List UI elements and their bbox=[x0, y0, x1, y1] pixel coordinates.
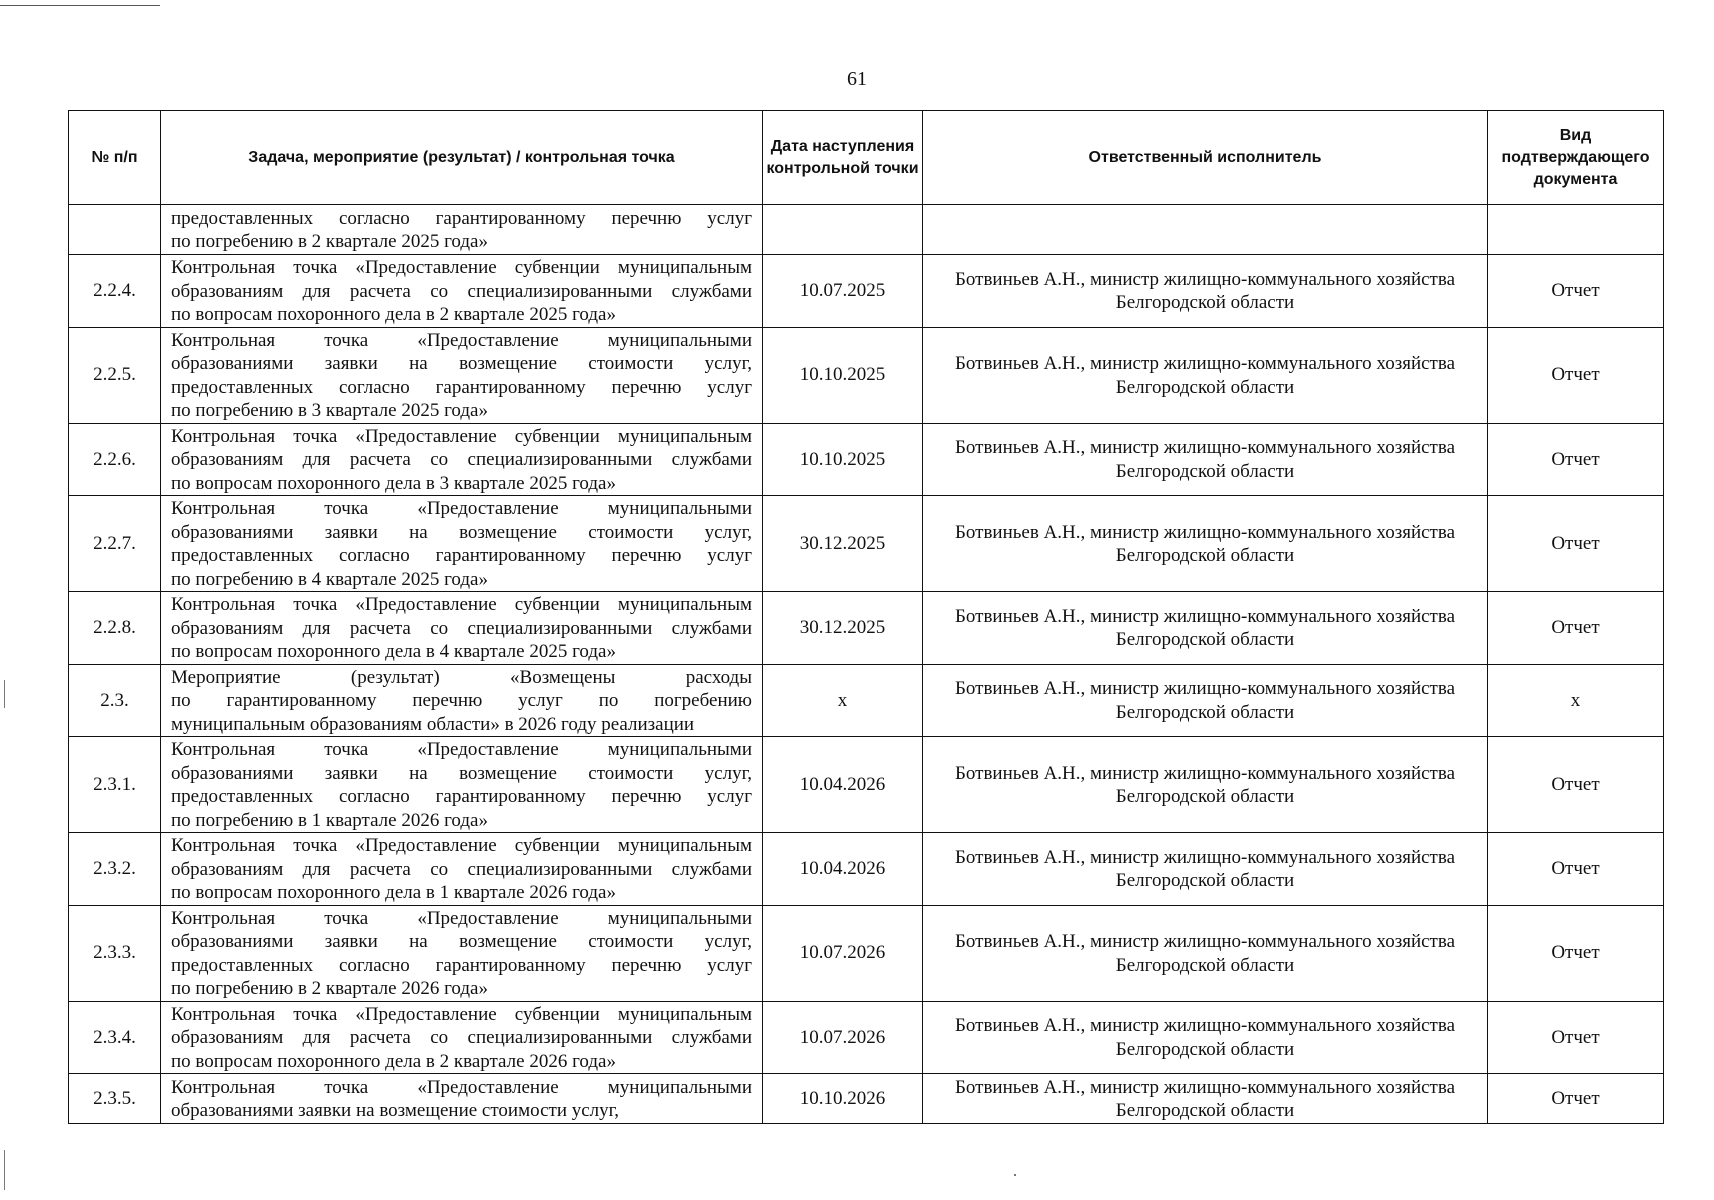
control-date: 10.10.2025 bbox=[763, 327, 923, 423]
table-row bbox=[69, 905, 1664, 1001]
document-type: Отчет bbox=[1488, 327, 1664, 423]
task-line: Мероприятие (результат) «Возмещены расходы bbox=[171, 666, 752, 688]
task-line: образованиями заявки на возмещение стоимости услуг, bbox=[171, 931, 752, 952]
control-date: 10.04.2026 bbox=[763, 737, 923, 833]
responsible-cell bbox=[923, 205, 1488, 255]
document-type bbox=[1488, 205, 1664, 255]
row-number: 2.2.8. bbox=[69, 592, 161, 665]
document-type: Отчет bbox=[1488, 1074, 1664, 1124]
document-type: Отчет bbox=[1488, 1001, 1664, 1074]
responsible-line: Белгородской области bbox=[1115, 870, 1295, 892]
row-number bbox=[69, 205, 161, 255]
table-row bbox=[69, 833, 1664, 906]
task-cell bbox=[161, 1074, 763, 1124]
task-line: по погребению в 2 квартале 2026 года» bbox=[171, 978, 488, 999]
control-date: 10.07.2025 bbox=[763, 255, 923, 328]
table-row bbox=[69, 205, 1664, 255]
responsible-line: Ботвиньев А.Н., министр жилищно-коммунального хозяйства bbox=[954, 437, 1456, 459]
document-type: Отчет bbox=[1488, 737, 1664, 833]
responsible-line: Ботвиньев А.Н., министр жилищно-коммунального хозяйства bbox=[954, 605, 1456, 627]
task-line: Контрольная точка «Предоставление муниципальными bbox=[171, 498, 752, 519]
table-row bbox=[69, 592, 1664, 665]
responsible-cell bbox=[923, 1001, 1488, 1074]
control-date: 10.04.2026 bbox=[763, 833, 923, 906]
responsible-line: Ботвиньев А.Н., министр жилищно-коммунального хозяйства bbox=[954, 1015, 1456, 1037]
responsible-cell bbox=[923, 833, 1488, 906]
task-cell bbox=[161, 205, 763, 255]
responsible-line: Ботвиньев А.Н., министр жилищно-коммунального хозяйства bbox=[954, 268, 1456, 290]
task-cell bbox=[161, 592, 763, 665]
task-cell bbox=[161, 833, 763, 906]
scan-edge-line bbox=[0, 5, 160, 6]
table-row bbox=[69, 1074, 1664, 1124]
responsible-line: Ботвиньев А.Н., министр жилищно-коммунального хозяйства bbox=[954, 846, 1456, 868]
task-cell bbox=[161, 737, 763, 833]
task-line: по вопросам похоронного дела в 1 квартале 2026 года» bbox=[171, 882, 616, 903]
task-cell bbox=[161, 327, 763, 423]
row-number: 2.2.7. bbox=[69, 496, 161, 592]
table-row bbox=[69, 664, 1664, 737]
responsible-line: Белгородской области bbox=[1115, 954, 1295, 976]
task-line: образованиям для расчета со специализированными службами bbox=[171, 1027, 752, 1048]
task-line: образованиям для расчета со специализированными службами bbox=[171, 858, 752, 880]
responsible-line: Белгородской области bbox=[1115, 460, 1295, 482]
control-date: 10.10.2026 bbox=[763, 1074, 923, 1124]
header-doc: Вид подтверждающего документа bbox=[1488, 111, 1664, 205]
task-cell bbox=[161, 664, 763, 737]
document-type: Отчет bbox=[1488, 905, 1664, 1001]
table-row bbox=[69, 255, 1664, 328]
responsible-line: Белгородской области bbox=[1115, 629, 1295, 651]
task-line: Контрольная точка «Предоставление субвенции муниципальным bbox=[171, 594, 752, 615]
task-line: предоставленных согласно гарантированному перечню услуг bbox=[171, 376, 752, 398]
task-line: образованиями заявки на возмещение стоимости услуг, bbox=[171, 353, 752, 374]
document-type: Отчет bbox=[1488, 833, 1664, 906]
responsible-line: Ботвиньев А.Н., министр жилищно-коммунального хозяйства bbox=[954, 678, 1456, 700]
task-line: образованиями заявки на возмещение стоимости услуг, bbox=[171, 521, 752, 543]
control-date: 30.12.2025 bbox=[763, 592, 923, 665]
task-cell bbox=[161, 496, 763, 592]
control-points-table bbox=[68, 110, 1664, 1124]
responsible-line: Белгородской области bbox=[1115, 786, 1295, 807]
header-responsible: Ответственный исполнитель bbox=[923, 111, 1488, 205]
responsible-cell bbox=[923, 737, 1488, 833]
row-number: 2.3.4. bbox=[69, 1001, 161, 1074]
responsible-line: Белгородской области bbox=[1115, 292, 1295, 314]
task-line: образованиям для расчета со специализированными службами bbox=[171, 617, 752, 639]
responsible-line: Ботвиньев А.Н., министр жилищно-коммунального хозяйства bbox=[954, 762, 1456, 784]
control-date bbox=[763, 205, 923, 255]
responsible-cell bbox=[923, 496, 1488, 592]
row-number: 2.3.2. bbox=[69, 833, 161, 906]
task-line: по гарантированному перечню услуг по погребению bbox=[171, 690, 752, 711]
task-line: предоставленных согласно гарантированному перечню услуг bbox=[171, 954, 752, 976]
task-line: по погребению в 4 квартале 2025 года» bbox=[171, 568, 488, 590]
page-number: 61 bbox=[847, 68, 867, 90]
task-line: образованиями заявки на возмещение стоимости услуг, bbox=[171, 1100, 620, 1121]
task-cell bbox=[161, 423, 763, 496]
table-header-row bbox=[69, 111, 1664, 205]
document-type: Отчет bbox=[1488, 592, 1664, 665]
responsible-cell bbox=[923, 255, 1488, 328]
table-row bbox=[69, 327, 1664, 423]
task-line: образованиями заявки на возмещение стоимости услуг, bbox=[171, 762, 752, 784]
header-num: № п/п bbox=[69, 111, 161, 205]
responsible-line: Белгородской области bbox=[1115, 1100, 1295, 1121]
table-row bbox=[69, 423, 1664, 496]
header-task: Задача, мероприятие (результат) / контрольная точка bbox=[161, 111, 763, 205]
responsible-cell bbox=[923, 664, 1488, 737]
task-line: Контрольная точка «Предоставление муниципальными bbox=[171, 329, 752, 351]
task-line: Контрольная точка «Предоставление муниципальными bbox=[171, 739, 752, 760]
responsible-cell bbox=[923, 1074, 1488, 1124]
task-line: по вопросам похоронного дела в 2 квартале 2025 года» bbox=[171, 304, 616, 325]
responsible-cell bbox=[923, 423, 1488, 496]
row-number: 2.3. bbox=[69, 664, 161, 737]
header-date: Дата наступления контрольной точки bbox=[763, 111, 923, 205]
document-type: Отчет bbox=[1488, 423, 1664, 496]
task-line: по вопросам похоронного дела в 3 квартале 2025 года» bbox=[171, 472, 616, 494]
task-line: Контрольная точка «Предоставление субвенции муниципальным bbox=[171, 835, 752, 856]
task-cell bbox=[161, 1001, 763, 1074]
document-type: х bbox=[1488, 664, 1664, 737]
responsible-cell bbox=[923, 905, 1488, 1001]
table-row bbox=[69, 1001, 1664, 1074]
task-line: Контрольная точка «Предоставление муниципальными bbox=[171, 907, 752, 929]
task-line: предоставленных согласно гарантированному перечню услуг bbox=[171, 786, 752, 807]
responsible-cell bbox=[923, 327, 1488, 423]
scan-speck bbox=[1014, 1174, 1016, 1176]
row-number: 2.3.1. bbox=[69, 737, 161, 833]
document-type: Отчет bbox=[1488, 255, 1664, 328]
row-number: 2.3.3. bbox=[69, 905, 161, 1001]
task-line: муниципальным образованиям области» в 2026 году реализации bbox=[171, 713, 695, 735]
control-date: 10.07.2026 bbox=[763, 905, 923, 1001]
table-row bbox=[69, 737, 1664, 833]
responsible-line: Белгородской области bbox=[1115, 1038, 1295, 1060]
task-line: по погребению в 2 квартале 2025 года» bbox=[171, 231, 488, 252]
task-cell bbox=[161, 255, 763, 328]
control-date: 10.07.2026 bbox=[763, 1001, 923, 1074]
document-type: Отчет bbox=[1488, 496, 1664, 592]
task-line: Контрольная точка «Предоставление субвенции муниципальным bbox=[171, 257, 752, 278]
control-date: 10.10.2025 bbox=[763, 423, 923, 496]
task-line: по вопросам похоронного дела в 4 квартале 2025 года» bbox=[171, 641, 616, 662]
row-number: 2.2.5. bbox=[69, 327, 161, 423]
responsible-line: Белгородской области bbox=[1115, 701, 1295, 723]
task-line: Контрольная точка «Предоставление субвенции муниципальным bbox=[171, 425, 752, 447]
row-number: 2.2.6. bbox=[69, 423, 161, 496]
table-row bbox=[69, 496, 1664, 592]
control-date: 30.12.2025 bbox=[763, 496, 923, 592]
task-line: предоставленных согласно гарантированному перечню услуг bbox=[171, 207, 752, 229]
control-date: х bbox=[763, 664, 923, 737]
responsible-cell bbox=[923, 592, 1488, 665]
responsible-line: Ботвиньев А.Н., министр жилищно-коммунального хозяйства bbox=[954, 353, 1456, 374]
scan-mark bbox=[4, 680, 5, 708]
task-line: предоставленных согласно гарантированному перечню услуг bbox=[171, 545, 752, 566]
responsible-line: Ботвиньев А.Н., министр жилищно-коммунального хозяйства bbox=[954, 1076, 1456, 1098]
task-line: образованиям для расчета со специализированными службами bbox=[171, 280, 752, 302]
task-line: по вопросам похоронного дела в 2 квартале 2026 года» bbox=[171, 1050, 616, 1072]
task-line: по погребению в 3 квартале 2025 года» bbox=[171, 400, 488, 421]
scan-mark bbox=[4, 1150, 5, 1190]
responsible-line: Ботвиньев А.Н., министр жилищно-коммунального хозяйства bbox=[954, 931, 1456, 952]
task-line: образованиям для расчета со специализированными службами bbox=[171, 449, 752, 470]
row-number: 2.3.5. bbox=[69, 1074, 161, 1124]
row-number: 2.2.4. bbox=[69, 255, 161, 328]
task-line: Контрольная точка «Предоставление муниципальными bbox=[171, 1076, 752, 1098]
task-line: по погребению в 1 квартале 2026 года» bbox=[171, 809, 488, 831]
task-cell bbox=[161, 905, 763, 1001]
responsible-line: Белгородской области bbox=[1115, 545, 1295, 566]
responsible-line: Белгородской области bbox=[1115, 376, 1295, 398]
task-line: Контрольная точка «Предоставление субвенции муниципальным bbox=[171, 1003, 752, 1025]
responsible-line: Ботвиньев А.Н., министр жилищно-коммунального хозяйства bbox=[954, 521, 1456, 543]
